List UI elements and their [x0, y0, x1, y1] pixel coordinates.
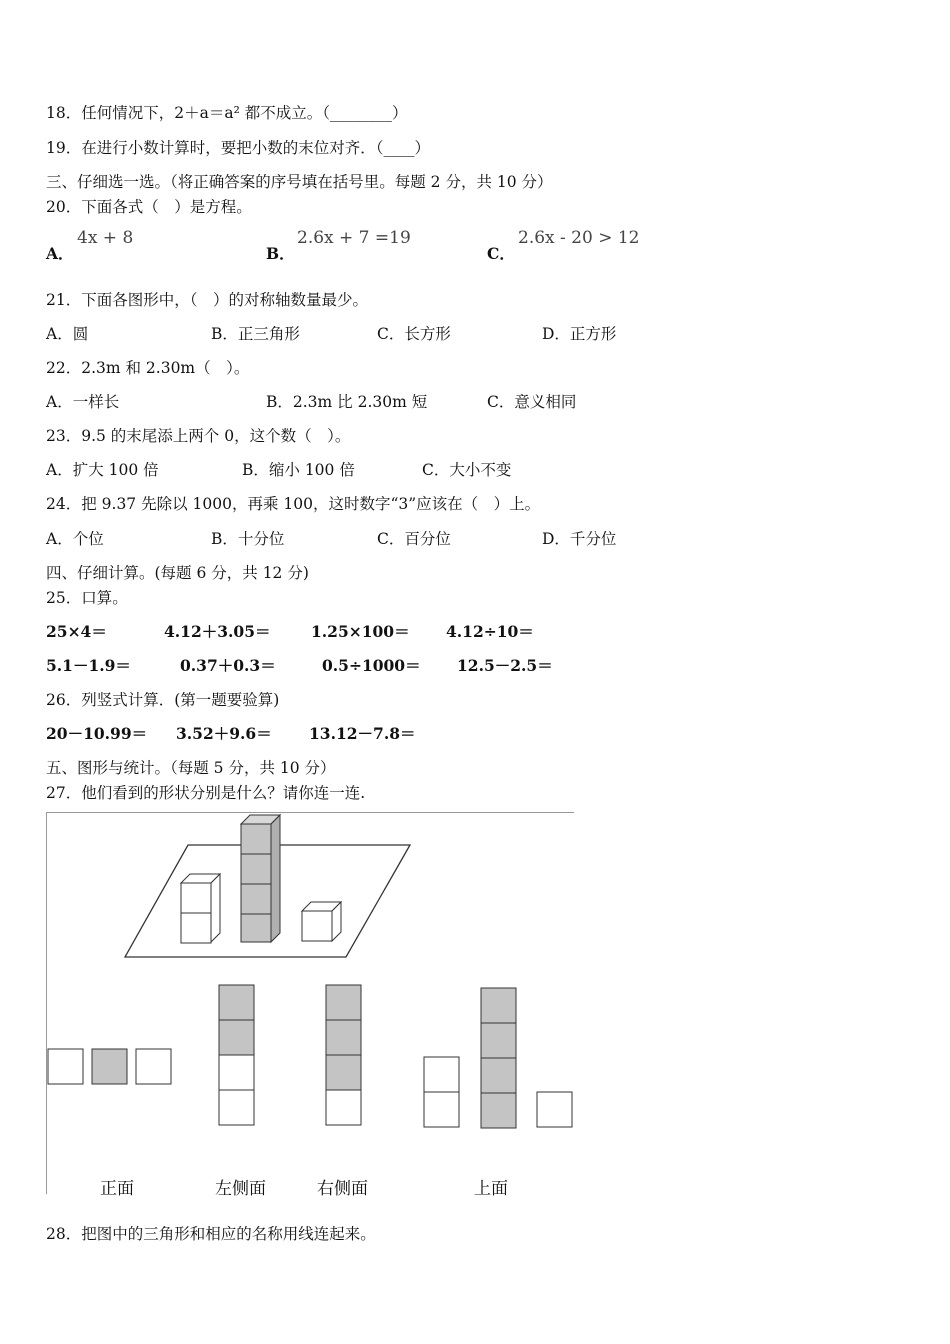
section-3-title: 三、仔细选一选。（将正确答案的序号填在括号里。每题 2 分，共 10 分）: [46, 173, 553, 191]
question-22: 22．2.3m 和 2.30m（ ）。: [46, 359, 250, 377]
section-4-title: 四、仔细计算。(每题 6 分，共 12 分): [46, 564, 309, 582]
q21-option-c: C．长方形: [377, 325, 451, 343]
question-27: 27．他们看到的形状分别是什么？请你连一连.: [46, 784, 366, 802]
question-26-text: 26．列竖式计算．(第一题要验算): [46, 691, 280, 709]
q22-option-b: B．2.3m 比 2.30m 短: [266, 393, 428, 411]
q26-item-1: 20－10.99＝: [46, 724, 148, 743]
question-23: 23．9.5 的末尾添上两个 0，这个数（ ）。: [46, 427, 351, 445]
q20-expression-a: 4x + 8: [77, 228, 134, 248]
question-21: 21．下面各图形中，（ ）的对称轴数量最少。: [46, 291, 368, 309]
label-front-view: 正面: [100, 1179, 134, 1199]
q25-item-7: 0.5÷1000＝: [322, 656, 421, 675]
q20-option-b: B．: [266, 244, 295, 263]
q26-item-3: 13.12－7.8＝: [309, 724, 416, 743]
section-5-title: 五、图形与统计。（每题 5 分，共 10 分）: [46, 759, 336, 777]
question-25: 25．口算。: [46, 589, 128, 607]
q25-item-6: 0.37＋0.3＝: [180, 656, 276, 675]
q25-item-2: 4.12＋3.05＝: [164, 622, 271, 641]
middle-cube-stack: [241, 815, 280, 942]
front-view: [48, 1049, 171, 1084]
q20-expression-c: 2.6x - 20 > 12: [518, 228, 640, 248]
q24-option-c: C．百分位: [377, 530, 451, 548]
q21-option-b: B．正三角形: [211, 325, 300, 343]
left-side-view: [219, 985, 254, 1125]
question-28: 28．把图中的三角形和相应的名称用线连起来。: [46, 1225, 376, 1243]
label-top-view: 上面: [474, 1179, 508, 1199]
q24-option-d: D．千分位: [542, 530, 617, 548]
label-left-side-view: 左侧面: [215, 1179, 266, 1199]
q25-item-3: 1.25×100＝: [311, 622, 410, 641]
q26-item-2: 3.52＋9.6＝: [176, 724, 272, 743]
q24-option-a: A．个位: [46, 530, 104, 548]
left-cube-stack: [181, 874, 220, 943]
q25-item-8: 12.5－2.5＝: [457, 656, 553, 675]
question-20: 20．下面各式（ ）是方程。: [46, 198, 252, 216]
question-19: 19．在进行小数计算时，要把小数的末位对齐．（____）: [46, 139, 430, 157]
right-side-view: [326, 985, 361, 1125]
q22-option-c: C．意义相同: [487, 393, 577, 411]
cube-views-svg: [46, 812, 576, 1197]
label-right-side-view: 右侧面: [317, 1179, 368, 1199]
q25-item-1: 25×4＝: [46, 622, 107, 641]
q24-option-b: B．十分位: [211, 530, 285, 548]
cube-views-figure: [46, 812, 576, 1197]
q20-expression-b: 2.6x + 7 =19: [297, 228, 411, 248]
question-24: 24．把 9.37 先除以 1000，再乘 100，这时数字“3”应该在（ ）上。: [46, 495, 541, 513]
q23-option-b: B．缩小 100 倍: [242, 461, 355, 479]
q25-item-4: 4.12÷10＝: [446, 622, 534, 641]
question-18: 18．任何情况下，2＋a＝a² 都不成立。（________）: [46, 104, 408, 122]
top-view: [424, 988, 572, 1128]
question-26: [46, 688, 279, 710]
q21-option-d: D．正方形: [542, 325, 617, 343]
q23-option-a: A．扩大 100 倍: [46, 461, 159, 479]
right-cube: [302, 902, 341, 941]
q23-option-c: C．大小不变: [422, 461, 512, 479]
q20-option-c: C．: [487, 244, 515, 263]
q21-option-a: A．圆: [46, 325, 89, 343]
q20-option-a: A．: [46, 244, 74, 263]
q22-option-a: A．一样长: [46, 393, 120, 411]
q25-item-5: 5.1－1.9＝: [46, 656, 131, 675]
